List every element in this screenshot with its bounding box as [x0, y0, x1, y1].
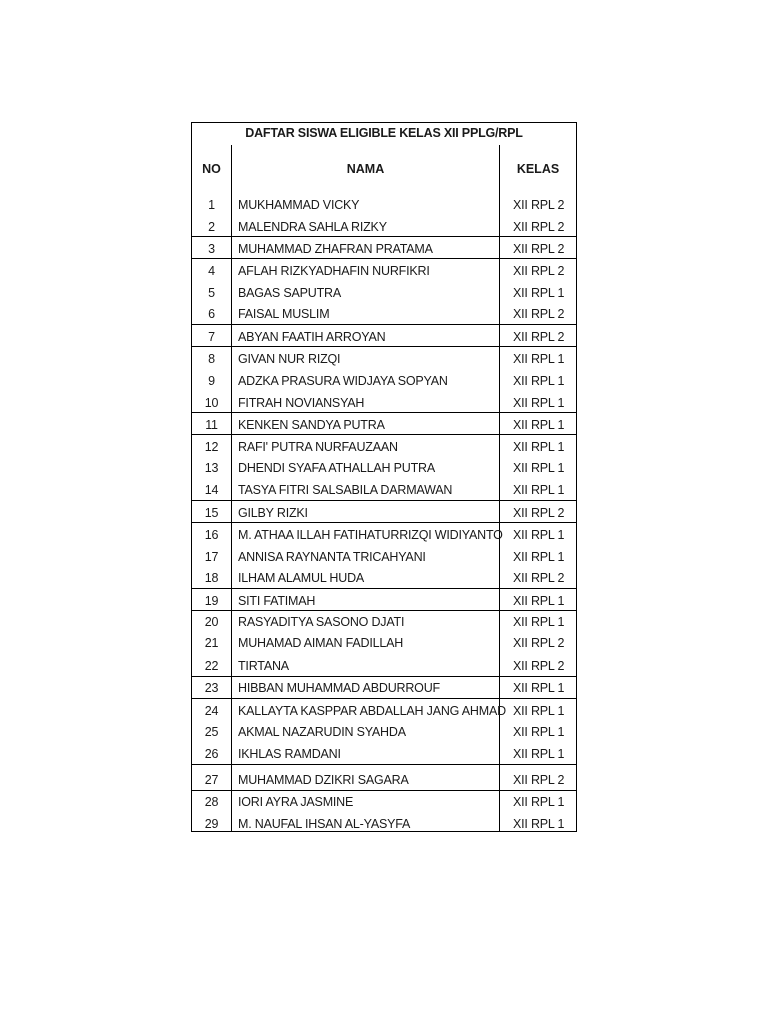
- row-separator: [192, 764, 576, 765]
- student-class: XII RPL 2: [513, 264, 565, 278]
- column-divider: [231, 145, 232, 831]
- student-class: XII RPL 2: [513, 242, 565, 256]
- student-class: XII RPL 1: [513, 704, 565, 718]
- student-name: FITRAH NOVIANSYAH: [238, 396, 365, 410]
- row-separator: [192, 522, 576, 523]
- row-separator: [192, 236, 576, 237]
- row-number: 2: [208, 220, 215, 234]
- student-class: XII RPL 1: [513, 352, 565, 366]
- row-number: 14: [204, 483, 219, 497]
- student-name: SITI FATIMAH: [238, 594, 316, 608]
- row-separator: [192, 434, 576, 435]
- student-class: XII RPL 1: [513, 483, 565, 497]
- student-name: HIBBAN MUHAMMAD ABDURROUF: [238, 681, 440, 695]
- row-number: 11: [205, 418, 218, 432]
- student-name: RAFI' PUTRA NURFAUZAAN: [238, 440, 398, 454]
- student-name: IKHLAS RAMDANI: [238, 747, 341, 761]
- row-number: 12: [204, 440, 219, 454]
- student-class: XII RPL 1: [513, 594, 565, 608]
- row-number: 16: [204, 528, 219, 542]
- row-number: 21: [204, 636, 219, 650]
- student-class: XII RPL 2: [513, 506, 565, 520]
- row-number: 20: [204, 615, 219, 629]
- student-class: XII RPL 2: [513, 636, 565, 650]
- student-class: XII RPL 1: [513, 461, 565, 475]
- row-number: 24: [204, 704, 219, 718]
- row-number: 19: [204, 594, 219, 608]
- student-class: XII RPL 2: [513, 307, 565, 321]
- row-number: 17: [204, 550, 219, 564]
- row-number: 4: [208, 264, 215, 278]
- row-number: 3: [208, 242, 215, 256]
- student-class: XII RPL 1: [513, 396, 565, 410]
- student-name: IORI AYRA JASMINE: [238, 795, 354, 809]
- row-number: 25: [204, 725, 219, 739]
- row-number: 7: [208, 330, 215, 344]
- student-name: MALENDRA SAHLA RIZKY: [238, 220, 387, 234]
- row-number: 26: [204, 747, 219, 761]
- row-number: 29: [204, 817, 219, 831]
- student-name: BAGAS SAPUTRA: [238, 286, 341, 300]
- row-separator: [192, 412, 576, 413]
- student-class: XII RPL 1: [513, 440, 565, 454]
- student-class: XII RPL 2: [513, 571, 565, 585]
- row-number: 23: [204, 681, 219, 695]
- student-name: TASYA FITRI SALSABILA DARMAWAN: [238, 483, 453, 497]
- row-separator: [192, 698, 576, 699]
- student-class: XII RPL 1: [513, 615, 565, 629]
- table-title: DAFTAR SISWA ELIGIBLE KELAS XII PPLG/RPL: [245, 126, 523, 140]
- row-number: 5: [208, 286, 215, 300]
- header-nama: NAMA: [346, 162, 385, 176]
- student-class: XII RPL 1: [513, 550, 565, 564]
- header-kelas: KELAS: [516, 162, 560, 176]
- student-name: RASYADITYA SASONO DJATI: [238, 615, 405, 629]
- student-class: XII RPL 2: [513, 773, 565, 787]
- row-number: 28: [204, 795, 219, 809]
- row-separator: [192, 324, 576, 325]
- student-name: ANNISA RAYNANTA TRICAHYANI: [238, 550, 426, 564]
- row-number: 22: [204, 659, 219, 673]
- student-class: XII RPL 1: [513, 817, 565, 831]
- row-number: 6: [208, 307, 215, 321]
- row-separator: [192, 346, 576, 347]
- student-name: TIRTANA: [238, 659, 289, 673]
- student-name: GIVAN NUR RIZQI: [238, 352, 341, 366]
- row-number: 10: [204, 396, 219, 410]
- student-name: ABYAN FAATIH ARROYAN: [238, 330, 386, 344]
- student-class: XII RPL 2: [513, 198, 565, 212]
- row-separator: [192, 790, 576, 791]
- row-number: 18: [204, 571, 219, 585]
- student-class: XII RPL 2: [513, 330, 565, 344]
- row-separator: [192, 500, 576, 501]
- student-name: GILBY RIZKI: [238, 506, 308, 520]
- row-number: 8: [208, 352, 215, 366]
- student-class: XII RPL 1: [513, 681, 565, 695]
- student-table: [191, 122, 577, 832]
- student-class: XII RPL 2: [513, 659, 565, 673]
- row-number: 27: [204, 773, 219, 787]
- student-name: MUKHAMMAD VICKY: [238, 198, 360, 212]
- row-separator: [192, 588, 576, 589]
- student-name: M. ATHAA ILLAH FATIHATURRIZQI WIDIYANTO: [238, 528, 503, 542]
- column-divider: [499, 145, 500, 831]
- student-name: AKMAL NAZARUDIN SYAHDA: [238, 725, 406, 739]
- student-name: ADZKA PRASURA WIDJAYA SOPYAN: [238, 374, 448, 388]
- student-name: KENKEN SANDYA PUTRA: [238, 418, 385, 432]
- student-name: DHENDI SYAFA ATHALLAH PUTRA: [238, 461, 435, 475]
- row-number: 15: [204, 506, 219, 520]
- row-separator: [192, 258, 576, 259]
- header-no: NO: [202, 162, 221, 176]
- student-name: AFLAH RIZKYADHAFIN NURFIKRI: [238, 264, 430, 278]
- student-class: XII RPL 1: [513, 725, 565, 739]
- student-class: XII RPL 1: [513, 418, 565, 432]
- student-name: MUHAMMAD ZHAFRAN PRATAMA: [238, 242, 433, 256]
- student-name: MUHAMAD AIMAN FADILLAH: [238, 636, 404, 650]
- row-separator: [192, 676, 576, 677]
- student-name: M. NAUFAL IHSAN AL-YASYFA: [238, 817, 411, 831]
- student-class: XII RPL 1: [513, 286, 565, 300]
- student-class: XII RPL 1: [513, 747, 565, 761]
- row-number: 9: [208, 374, 215, 388]
- row-separator: [192, 610, 576, 611]
- student-name: ILHAM ALAMUL HUDA: [238, 571, 365, 585]
- student-class: XII RPL 1: [513, 374, 565, 388]
- row-number: 1: [208, 198, 215, 212]
- student-class: XII RPL 1: [513, 528, 565, 542]
- student-name: MUHAMMAD DZIKRI SAGARA: [238, 773, 409, 787]
- student-class: XII RPL 1: [513, 795, 565, 809]
- student-name: KALLAYTA KASPPAR ABDALLAH JANG AHMAD: [238, 704, 506, 718]
- row-number: 13: [204, 461, 219, 475]
- student-name: FAISAL MUSLIM: [238, 307, 330, 321]
- student-class: XII RPL 2: [513, 220, 565, 234]
